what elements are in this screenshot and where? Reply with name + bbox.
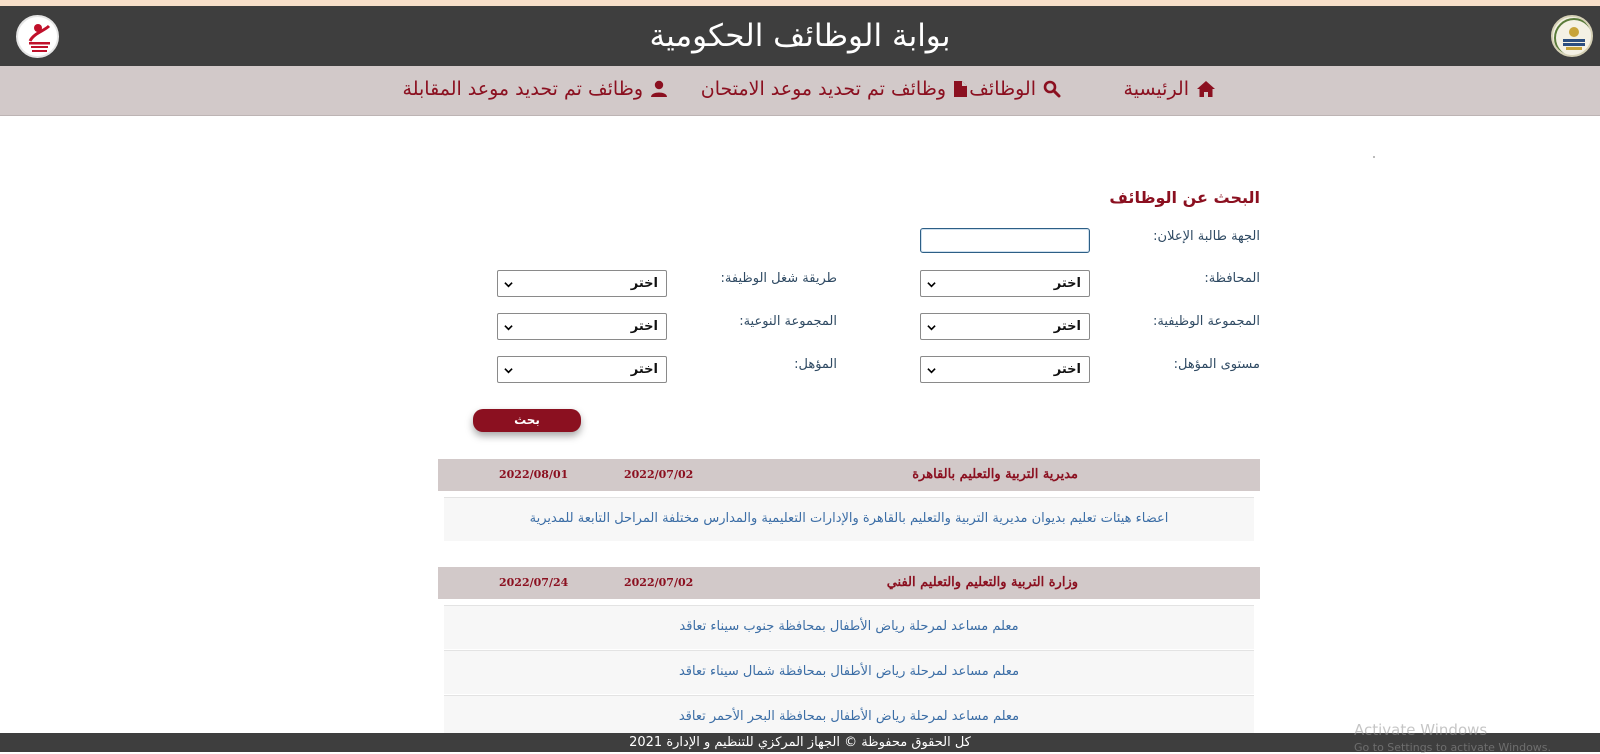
government-emblem-logo bbox=[1551, 15, 1593, 57]
nav-item-interview-scheduled-label: وظائف تم تحديد موعد المقابلة bbox=[402, 78, 643, 100]
activate-windows-watermark-title: Activate Windows bbox=[1354, 721, 1488, 739]
qualification-label: المؤهل: bbox=[794, 357, 837, 372]
job-list-item[interactable] bbox=[444, 605, 1254, 649]
job-list-item[interactable] bbox=[444, 650, 1254, 694]
chevron-down-icon bbox=[927, 323, 936, 332]
nav-item-jobs[interactable] bbox=[969, 78, 1061, 100]
job-link[interactable]: معلم مساعد لمرحلة رياض الأطفال بمحافظة جنوب سيناء تعاقد bbox=[679, 619, 1019, 634]
work-type-select-value: اختر bbox=[630, 276, 658, 291]
qualitative-group-label: المجموعة النوعية: bbox=[739, 314, 837, 329]
nav-item-exam-scheduled-label: وظائف تم تحديد موعد الامتحان bbox=[700, 78, 946, 100]
job-link[interactable]: معلم مساعد لمرحلة رياض الأطفال بمحافظة شمال سيناء تعاقد bbox=[678, 664, 1020, 679]
result-group-start-date: 2022/07/02 bbox=[624, 468, 694, 481]
job-link[interactable]: معلم مساعد لمرحلة رياض الأطفال بمحافظة البحر الأحمر تعاقد bbox=[678, 709, 1020, 724]
file-icon bbox=[953, 80, 968, 98]
job-link[interactable]: اعضاء هيئات تعليم بديوان مديرية التربية والتعليم بالقاهرة والإدارات التعليمية والمدارس مختلفة المراحل التابعة للمديرية bbox=[529, 511, 1169, 526]
qualification-level-select-value: اختر bbox=[1053, 362, 1081, 377]
governorate-select-value: اختر bbox=[1053, 276, 1081, 291]
search-button[interactable]: بحث bbox=[473, 409, 581, 432]
result-group-name[interactable]: مديرية التربية والتعليم بالقاهرة bbox=[912, 467, 1078, 482]
nav-item-home[interactable] bbox=[1124, 78, 1216, 100]
result-group-header bbox=[438, 567, 1260, 599]
qualification-level-select[interactable] bbox=[920, 356, 1090, 383]
result-group-name[interactable]: وزارة التربية والتعليم والتعليم الفني bbox=[886, 575, 1078, 590]
qualitative-group-select[interactable] bbox=[497, 313, 667, 340]
job-group-select[interactable] bbox=[920, 313, 1090, 340]
activate-windows-watermark-subtitle: Go to Settings to activate Windows. bbox=[1354, 741, 1552, 754]
qualification-select-value: اختر bbox=[630, 362, 658, 377]
job-list-item[interactable] bbox=[444, 497, 1254, 541]
chevron-down-icon bbox=[504, 323, 513, 332]
agency-label: الجهة طالبة الإعلان: bbox=[1153, 229, 1260, 244]
chevron-down-icon bbox=[927, 366, 936, 375]
search-icon bbox=[1043, 80, 1061, 98]
nav-item-jobs-label: الوظائف bbox=[969, 78, 1036, 100]
result-group-start-date: 2022/07/02 bbox=[624, 576, 694, 589]
site-title: بوابة الوظائف الحكومية bbox=[649, 18, 951, 54]
agency-input[interactable] bbox=[920, 228, 1090, 253]
footer-copyright: كل الحقوق محفوظة © الجهاز المركزي للتنظيم و الإدارة 2021 bbox=[629, 735, 971, 750]
search-section-title: البحث عن الوظائف bbox=[1109, 188, 1260, 207]
main-navbar bbox=[0, 66, 1600, 116]
governorate-label: المحافظة: bbox=[1204, 271, 1260, 286]
user-icon bbox=[650, 80, 668, 98]
chevron-down-icon bbox=[504, 366, 513, 375]
job-group-select-value: اختر bbox=[1053, 319, 1081, 334]
chevron-down-icon bbox=[927, 280, 936, 289]
qualitative-group-select-value: اختر bbox=[630, 319, 658, 334]
job-group-label: المجموعة الوظيفية: bbox=[1153, 314, 1260, 329]
work-type-select[interactable] bbox=[497, 270, 667, 297]
nav-item-exam-scheduled[interactable] bbox=[701, 78, 968, 100]
chevron-down-icon bbox=[504, 280, 513, 289]
qualification-level-label: مستوى المؤهل: bbox=[1173, 357, 1260, 372]
governorate-select[interactable] bbox=[920, 270, 1090, 297]
home-icon bbox=[1196, 80, 1216, 98]
qualification-select[interactable] bbox=[497, 356, 667, 383]
nav-item-home-label: الرئيسية bbox=[1123, 78, 1189, 100]
nav-item-interview-scheduled[interactable] bbox=[403, 78, 668, 100]
site-header bbox=[0, 6, 1600, 66]
result-group-header bbox=[438, 459, 1260, 491]
result-group-end-date: 2022/08/01 bbox=[499, 468, 569, 481]
stray-dot bbox=[1373, 156, 1375, 158]
result-group-end-date: 2022/07/24 bbox=[499, 576, 569, 589]
work-type-label: طريقة شغل الوظيفة: bbox=[720, 271, 837, 286]
